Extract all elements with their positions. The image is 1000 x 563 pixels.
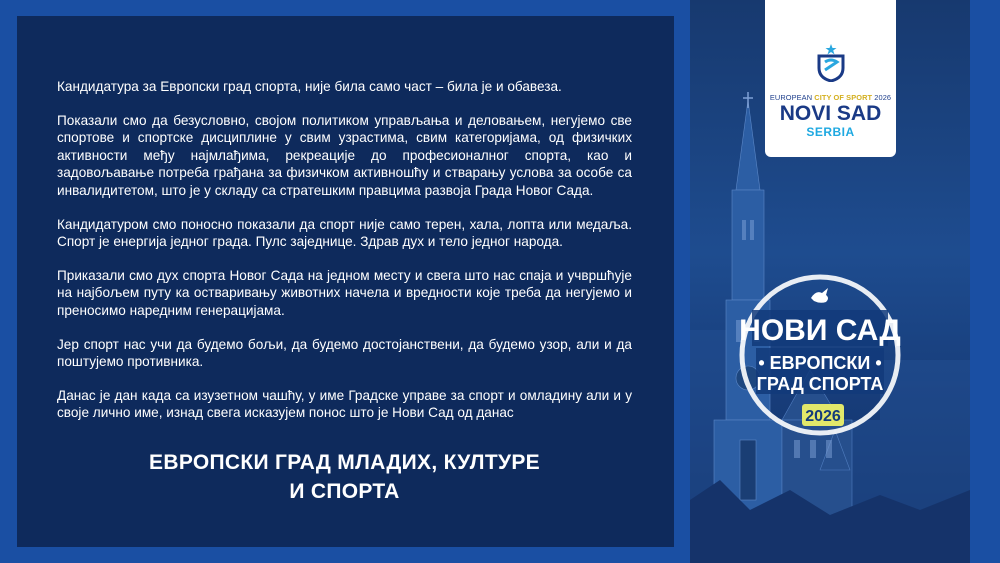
logo-tagline-accent: CITY OF SPORT <box>814 93 873 102</box>
badge-line-1: • ЕВРОПСКИ • <box>758 353 882 373</box>
badge-line-2: ГРАД СПОРТА <box>756 374 884 394</box>
article-text-panel <box>17 16 674 547</box>
paragraph-3: Кандидатуром смо поносно показали да спорт није само терен, хала, лопта или медаља. Спорт је енергија једног града. Пулс заједнице. Здрав дух и тело једног народа. <box>57 216 632 250</box>
city-of-sport-badge <box>690 0 970 563</box>
cathedral-photo-panel <box>690 0 970 563</box>
logo-city-name: NOVI SAD <box>779 102 882 125</box>
logo-tagline-prefix: EUROPEAN <box>769 93 815 102</box>
closing-headline-line-2: И СПОРТА <box>289 479 400 503</box>
closing-headline <box>57 448 632 506</box>
paragraph-6: Данас је дан када са изузетном чашћу, у име Градске управе за спорт и омладину али и у своје лично име, изнад свега исказујем понос што је Нови Сад од данас <box>57 387 632 421</box>
badge-title: НОВИ САД <box>739 314 901 347</box>
badge-year: 2026 <box>805 408 841 425</box>
right-border-strip <box>970 0 1000 563</box>
paragraph-5: Јер спорт нас учи да будемо бољи, да будемо достојанствени, да будемо узор, али и да поштујемо противника. <box>57 336 632 370</box>
paragraph-2: Показали смо да безусловно, својом политиком управљања и деловањем, негујемо све спортове и спортске дисциплине у свим узрастима, свим категоријама, од физичких активности међу најмлађима, рекреације до професионалног спорта, као и задовољавање потреба грађана за физичком активношћу и стварању услова за особе са инвалидитетом, што је у складу са стратешким правцима развоја Града Новог Сада. <box>57 112 632 198</box>
dove-icon <box>811 288 828 303</box>
logo-tagline-year: 2026 <box>872 93 892 102</box>
paragraph-1: Кандидатура за Европски град спорта, није била само част – била је и обавеза. <box>57 79 562 94</box>
paragraph-4: Приказали смо дух спорта Новог Сада на једном месту и свега што нас спаја и учвршћује на најбољем путу ка остваривању животних начела и вредности које треба да негујемо и преносимо наредним генерацијама. <box>57 267 632 318</box>
closing-headline-line-1: ЕВРОПСКИ ГРАД МЛАДИХ, КУЛТУРЕ <box>149 450 540 474</box>
logo-country-name: SERBIA <box>806 125 855 139</box>
